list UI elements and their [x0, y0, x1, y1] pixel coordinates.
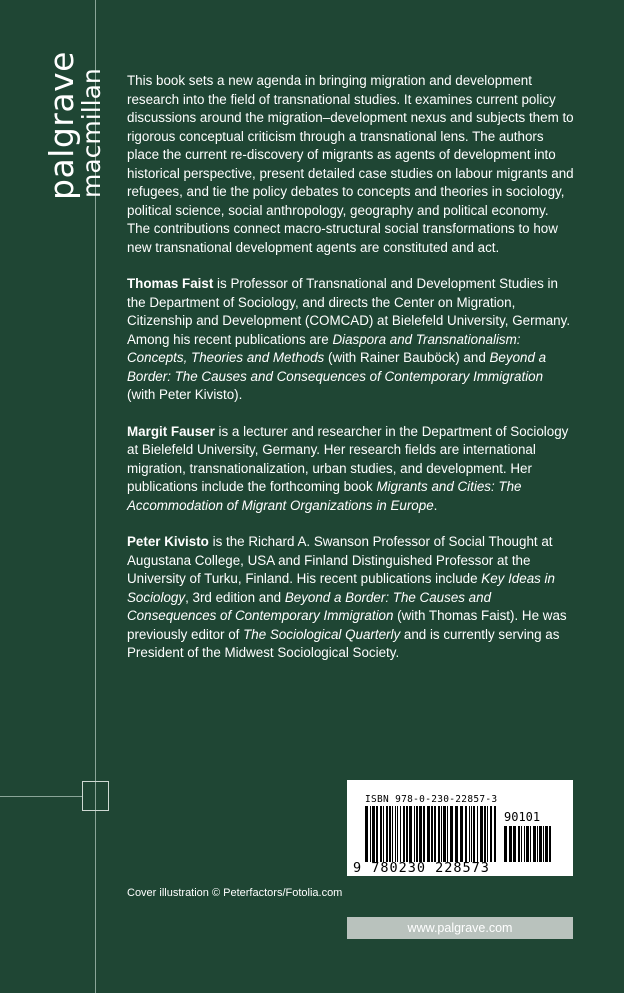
bio-text: (with Thomas Faist). He was previously editor of: [127, 608, 567, 642]
barcode-bar: [416, 806, 418, 862]
book-title: Beyond a Border: The Causes and Consequences of Contemporary Immigration: [127, 350, 547, 384]
barcode-bar: [392, 806, 393, 862]
bio-text: and is currently serving as President of the Midwest Sociological Society.: [127, 626, 560, 660]
book-title: The Sociological Quarterly: [243, 626, 401, 642]
barcode-bar: [539, 826, 542, 862]
bio-fauser: [127, 423, 575, 516]
barcode-bar: [431, 806, 433, 862]
barcode-bar: [484, 806, 486, 862]
barcode-bars: [365, 806, 497, 862]
publisher-logo: [42, 51, 106, 200]
barcode-bar: [372, 806, 375, 862]
barcode-bar: [386, 806, 388, 862]
barcode-bar: [365, 806, 368, 862]
barcode-addon-bars: [504, 826, 552, 862]
barcode-bar: [400, 806, 401, 862]
barcode-digits: 9 780230 228573: [353, 860, 490, 876]
bio-text: is the Richard A. Swanson Professor of Social Thought at Augustana College, USA and Finland Distinguished Professor at the University of Turku, Finland. His recent publications include: [127, 534, 553, 586]
barcode-bar: [450, 806, 453, 862]
cover-credit: Cover illustration © Peterfactors/Fotolia.com: [127, 887, 343, 899]
barcode-bar: [455, 806, 458, 862]
author-name: Peter Kivisto: [127, 534, 209, 549]
bio-faist: [127, 275, 575, 405]
barcode-bar: [414, 806, 415, 862]
back-cover-text: [127, 72, 575, 681]
barcode-bar: [370, 806, 371, 862]
bio-text: .: [433, 497, 438, 513]
barcode-bar: [473, 806, 475, 862]
barcode-bar: [471, 806, 472, 862]
barcode-bar: [490, 806, 492, 862]
logo-line-2: macmillan: [77, 68, 106, 198]
barcode-bar: [537, 826, 538, 862]
barcode-bar: [543, 826, 544, 862]
bio-text: is a lecturer and researcher in the Department of Sociology at Bielefeld University, Germany. Her research fields are international migration, transnationalization, urban studies, and development. Her publications include the forthcoming book: [127, 423, 569, 494]
barcode-bar: [533, 826, 536, 862]
barcode-bar: [443, 806, 446, 862]
book-title: Migrants and Cities: The Accommodation of Migrant Organizations in Europe: [127, 479, 522, 513]
horizontal-rule: [0, 796, 82, 797]
barcode-bar: [521, 826, 522, 862]
author-name: Margit Fauser: [127, 423, 215, 439]
barcode-bar: [397, 806, 398, 862]
barcode-bar: [524, 826, 525, 862]
logo-line-1: palgrave: [42, 51, 81, 200]
barcode-bar: [427, 806, 430, 862]
barcode-bar: [441, 806, 442, 862]
barcode-bar: [504, 826, 507, 862]
barcode-bar: [460, 806, 463, 862]
barcode-bar: [389, 806, 391, 862]
barcode-bar: [526, 826, 529, 862]
barcode-bar: [469, 806, 470, 862]
barcode-bar: [513, 826, 516, 862]
barcode-bar: [409, 806, 412, 862]
barcode-bar: [438, 806, 440, 862]
bio-text: is Professor of Transnational and Development Studies in the Department of Sociology, and directs the Center on Migration, Citizenship and Development (COMCAD) at Bielefeld University, Germany. Among his recent publications are: [127, 276, 571, 347]
bio-kivisto: [127, 533, 575, 663]
book-title: Key Ideas in Sociology: [127, 571, 555, 605]
barcode-bar: [480, 806, 483, 862]
barcode-bar: [406, 806, 408, 862]
bio-text: (with Rainer Bauböck) and: [324, 350, 490, 365]
barcode-block: [347, 780, 573, 876]
barcode-bar: [530, 826, 531, 862]
barcode-bar: [383, 806, 384, 862]
book-title: Diaspora and Transnationalism: Concepts, Theories and Methods: [127, 331, 521, 365]
book-title: Beyond a Border: The Causes and Consequences of Contemporary Immigration: [127, 589, 492, 623]
square-mark: [82, 781, 109, 811]
bio-text: , 3rd edition and: [185, 589, 285, 605]
isbn-label: ISBN 978-0-230-22857-3: [365, 794, 498, 805]
author-name: Thomas Faist: [127, 276, 214, 291]
barcode-bar: [434, 806, 436, 862]
barcode-bar: [545, 826, 548, 862]
barcode-bar: [487, 806, 488, 862]
barcode-bar: [549, 826, 551, 862]
bio-text: (with Peter Kivisto).: [127, 387, 243, 402]
barcode-addon: 90101: [504, 810, 541, 824]
publisher-url[interactable]: www.palgrave.com: [347, 917, 573, 939]
barcode-bar: [376, 806, 378, 862]
barcode-bar: [494, 806, 496, 862]
barcode-bar: [477, 806, 478, 862]
barcode-bar: [395, 806, 396, 862]
barcode-bar: [447, 806, 448, 862]
barcode-bar: [419, 806, 422, 862]
barcode-bar: [423, 806, 425, 862]
barcode-bar: [509, 826, 512, 862]
barcode-bar: [465, 806, 467, 862]
blurb-paragraph: This book sets a new agenda in bringing migration and development research into the field of transnational studies. It examines current policy discussions around the migration–development nexus and subjects them to rigorous conceptual criticism through a transnational lens. The authors place the current re-discovery of migrants as agents of development into historical perspective, present detailed case studies on labour migrants and refugees, and tie the policy debates to concepts and theories in sociology, political science, social anthropology, geography and political economy. The contributions connect macro-structural social transformations to how new transnational development agents are constituted and act.: [127, 73, 574, 255]
barcode-bar: [518, 826, 520, 862]
barcode-bar: [380, 806, 382, 862]
barcode-bar: [403, 806, 405, 862]
